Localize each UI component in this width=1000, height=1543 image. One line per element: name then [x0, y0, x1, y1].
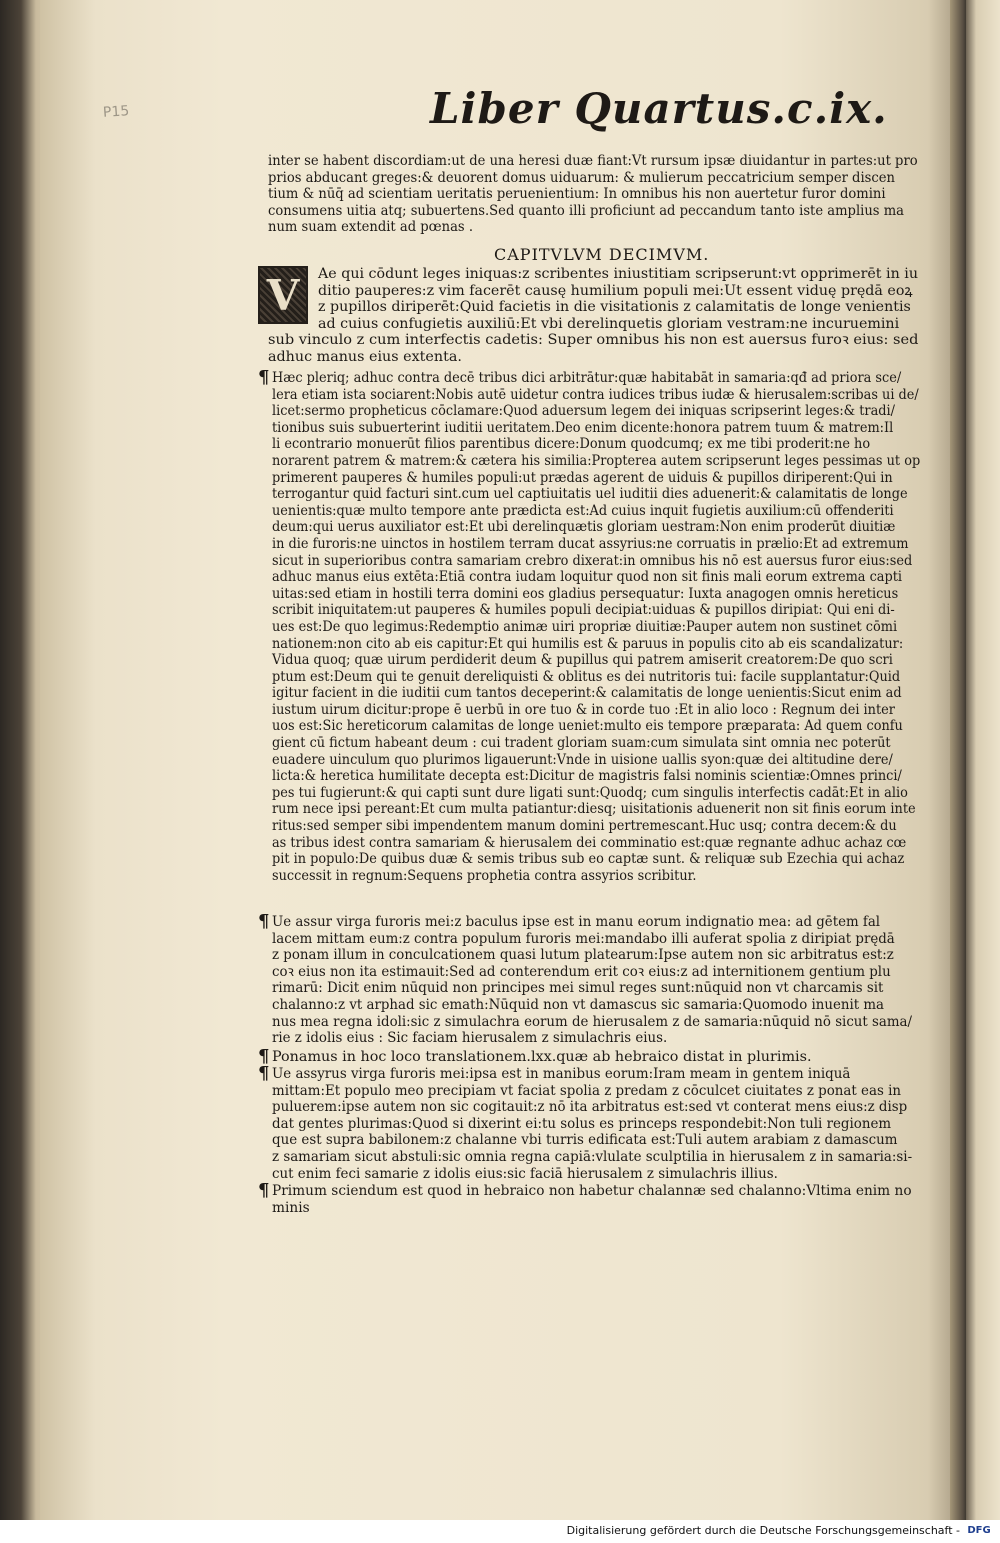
text-line: ditio pauperes:z vim facerēt causę humilium populi mei:Ut essent viduę prędā eoꝝ: [318, 282, 913, 299]
text-line: ues est:De quo legimus:Redemptio animæ uiri propriæ diuitiæ:Pauper autem non sustinet cōmi: [272, 618, 898, 635]
text-line: z samariam sicut abstuli:sic omnia regna capiā:vlulate sculptilia in hierusalem z in samaria:si-: [272, 1148, 913, 1165]
text-line: uenientis:quæ multo tempore ante prædicta est:Ad cuius inquit fugietis auxilium:cū offenderiti: [272, 502, 894, 519]
text-line: gient cū fictum habeant deum : cui tradent gloriam suam:cum simulata sint omnia nec poterūt: [272, 735, 891, 752]
text-line: rimarū: Dicit enim nūquid non principes mei simul reges sunt:nūquid non vt charcamis sit: [272, 980, 884, 997]
text-line: uos est:Sic hereticorum calamitas de longe ueniet:multo eis tempore præparata: Ad quem confu: [272, 718, 903, 735]
text-line: inter se habent discordiam:ut de una heresi duæ fiant:Vt rursum ipsæ diuidantur in partes:ut pro: [268, 153, 918, 169]
text-block-intro: [268, 153, 976, 236]
text-line: z pupillos diriperēt:Quid facietis in die visitationis z calamitatis de longe venientis: [318, 299, 911, 316]
footer-credit: Digitalisierung gefördert durch die Deutsche Forschungsgemeinschaft -: [566, 1524, 960, 1537]
text-block-verse-opening: [318, 266, 921, 332]
text-line: mittam:Et populo meo precipiam vt faciat spolia z predam z cōculcet ciuitates z ponat eas in: [272, 1082, 902, 1099]
text-line: pit in populo:De quibus duæ & semis tribus sub eo captæ sunt. & reliquæ sub Ezechia qui achaz: [272, 851, 905, 868]
text-line: Ae qui cōdunt leges iniquas:z scribentes iniustitiam scripserunt:vt opprimerēt in iu: [318, 266, 918, 282]
text-line: minis: [272, 1199, 310, 1216]
text-line: nus mea regna idoli:sic z simulachra eorum de hierusalem z de samaria:nūquid nō sicut sama/: [272, 1013, 912, 1030]
text-line: Vidua quoq; quæ uirum perdiderit deum & pupillus qui patrem amiserit creatorem:De quo scri: [272, 652, 893, 669]
text-line: consumens uitia atq; subuertens.Sed quanto illi proficiunt ad peccandum tanto iste amplius ma: [268, 202, 904, 219]
dfg-logo: DFG: [967, 1525, 991, 1536]
text-line: in die furoris:ne uinctos in hostilem terram ducat assyrius:ne corruatis in prælio:Et ad extremum: [272, 535, 909, 552]
text-line: ad cuius confugietis auxiliū:Et vbi derelinquetis gloriam vestram:ne incuruemini: [318, 315, 900, 332]
text-line: Primum sciendum est quod in hebraico non habetur chalannæ sed chalanno:Vltima enim no: [272, 1183, 912, 1199]
footer-bar: [0, 1520, 1000, 1543]
page-title: Liber Quartus.c.ix.: [430, 84, 888, 133]
text-line: Ue assur virga furoris mei:z baculus ipse est in manu eorum indignatio mea: ad gētem fal: [272, 914, 881, 930]
text-line: cut enim feci samarie z idolis eius:sic faciā hierusalem z simulachris illius.: [272, 1165, 778, 1182]
chapter-heading: CAPITVLVM DECIMVM.: [494, 245, 710, 264]
text-line: sicut in superioribus contra samariam crebro dixerat:in omnibus his nō est auersus furor eius:sed: [272, 552, 913, 569]
text-line: pes tui fugierunt:& qui capti sunt dure ligati sunt:Quodq; cum singulis interfectis cadāt:Et in alio: [272, 784, 908, 801]
text-line: ptum est:Deum qui te genuit dereliquisti & oblitus es dei nutritoris tui: facile supplantatur:Quid: [272, 668, 901, 685]
text-line: puluerem:ipse autem non sic cogitauit:z nō ita arbitratus est:sed vt conterat mens eius:z disp: [272, 1099, 908, 1116]
text-line: nationem:non cito ab eis capitur:Et qui humilis est & paruus in populis cito ab eis scandalizatur:: [272, 635, 904, 652]
text-line: prios abducant greges:& deuorent domus uiduarum: & mulierum peccatricium semper discen: [268, 169, 895, 186]
decorated-initial: V: [258, 266, 308, 324]
text-block-lxx: [272, 1066, 955, 1182]
text-block-commentary: [272, 370, 991, 884]
text-line: successit in regnum:Sequens prophetia contra assyrios scribitur.: [272, 867, 697, 884]
text-line: tium & nūq̄ ad scientiam ueritatis peruenientium: In omnibus his non auertetur furor domini: [268, 186, 886, 203]
text-line: adhuc manus eius extēta:Etiā contra iudam loquitur quod non sit finis mali eorum extrema capti: [272, 569, 903, 586]
text-line: igitur facient in die iuditii cum tantos deceperint:& calamitatis de longe uenientis:Sicut enim ad: [272, 685, 902, 702]
pilcrow-mark: ¶: [258, 1180, 270, 1201]
text-line: uitas:sed etiam in hostili terra domini eos gladius persequatur: Iuxta anagogen omnis hereticus: [272, 585, 899, 602]
text-line: num suam extendit ad pœnas .: [268, 219, 474, 236]
text-line: dat gentes plurimas:Quod si dixerint ei:tu solus es princeps respondebit:Non tuli regionem: [272, 1115, 892, 1132]
text-line: rum nece ipsi pereant:Et cum multa patiantur:diesq; uisitationis aduenerit non sit finis eorum inte: [272, 801, 916, 818]
text-line: scribit iniquitatem:ut pauperes & humiles populi decipiat:uiduas & pupillos diripiat: Qui eni di-: [272, 602, 895, 619]
text-line: li econtrario monuerūt filios parentibus dicere:Donum quodcumq; ex me tibi proderit:ne ho: [272, 436, 871, 453]
text-line: terrogantur quid facturi sint.cum uel captiuitatis uel iuditii dies aduenerit:& calamitatis de longe: [272, 486, 908, 503]
text-line: iustum uirum dicitur:prope ē uerbū in ore tuo & in corde tuo :Et in alio loco : Regnum dei inter: [272, 701, 895, 718]
pilcrow-mark: ¶: [258, 1063, 270, 1084]
text-line: que est supra babilonem:z chalanne vbi turris edificata est:Tuli autem arabiam z damascum: [272, 1132, 898, 1149]
text-line: Ue assyrus virga furoris mei:ipsa est in manibus eorum:Iram meam in gentem iniquā: [272, 1066, 851, 1082]
text-line: licet:sermo propheticus cōclamare:Quod aduersum legem dei iniquas scripserint leges:& tradi/: [272, 403, 895, 420]
text-line: primerent pauperes & humiles populi:ut prædas agerent de uiduis & pupillos diriperent:Qui in: [272, 469, 893, 486]
pencil-annotation: P15: [102, 103, 130, 121]
text-line: deum:qui uerus auxiliator est:Et ubi derelinquætis gloriam uestram:Non enim proderūt diuitiæ: [272, 519, 896, 536]
text-line: norarent patrem & matrem:& cætera his similia:Propterea autem scripserunt leges pessimas ut op: [272, 452, 921, 469]
text-line: z ponam illum in conculcationem quasi lutum platearum:Ipse autem non sic arbitratus est:z: [272, 947, 894, 964]
text-line: as tribus idest contra samariam & hierusalem dei comminatio est:quæ regnante adhuc achaz cœ: [272, 834, 907, 851]
pilcrow-mark: ¶: [258, 1046, 270, 1067]
text-line: lacem mittam eum:z contra populum furoris mei:mandabo illi auferat spolia z diripiat prędā: [272, 930, 895, 947]
text-block-final: [272, 1183, 940, 1216]
text-block-lxx-note: [272, 1049, 811, 1066]
text-line: lera etiam ista sociarent:Nobis autē uidetur contra iudices tribus iudæ & hierusalem:scribas ui de/: [272, 386, 919, 403]
text-line: coꝛ eius non ita estimauit:Sed ad conterendum erit coꝛ eius:z ad internitionem gentium plu: [272, 963, 891, 980]
text-line: rie z idolis eius : Sic faciam hierusalem z simulachris eius.: [272, 1030, 668, 1047]
text-line: chalanno:z vt arphad sic emath:Nūquid non vt damascus sic samaria:Quomodo inuenit ma: [272, 996, 885, 1013]
text-line: ritus:sed semper sibi impendentem manum domini pertremescant.Huc usq; contra decem:& du: [272, 818, 897, 835]
text-block-verse-end: [268, 332, 919, 365]
pilcrow-mark: ¶: [258, 911, 270, 932]
text-line: adhuc manus eius extenta.: [268, 348, 462, 365]
text-line: Ponamus in hoc loco translationem.lxx.quæ ab hebraico distat in plurimis.: [272, 1049, 812, 1065]
text-line: tionibus suis subuerterint iuditii ueritatem.Deo enim dicente:honora patrem tuum & matrem:Il: [272, 419, 894, 436]
text-line: Hæc pleriq; adhuc contra decē tribus dici arbitrātur:quæ habitabāt in samaria:qđ ad priora sce/: [272, 370, 902, 386]
text-block-vulgate: [272, 914, 957, 1047]
text-line: euadere uinculum quo plurimos ligauerunt:Vnde in uisione uallis syon:quæ dei altitudine dere/: [272, 751, 893, 768]
text-line: sub vinculo z cum interfectis cadetis: Super omnibus his non est auersus furoꝛ eius: sed: [268, 332, 919, 348]
text-line: licta:& heretica humilitate decepta est:Dicitur de magistris falsi nominis scientiæ:Omnes princi/: [272, 768, 902, 785]
pilcrow-mark: ¶: [258, 367, 270, 388]
